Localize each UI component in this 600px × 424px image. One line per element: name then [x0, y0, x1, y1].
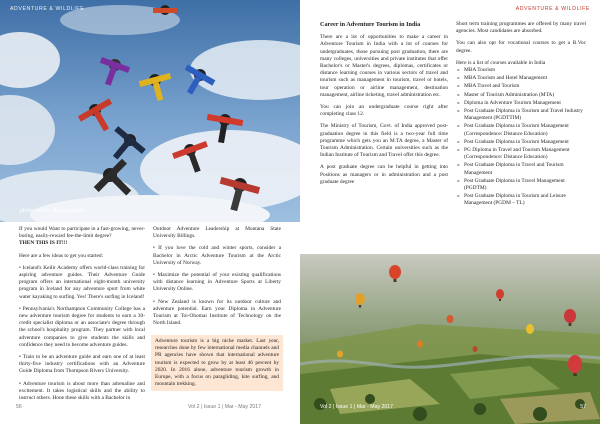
course-list-item: » PG Diploma in Travel and Tourism Management (Correspondence/ Distance Education): [456, 147, 586, 161]
paragraph: You can join an undergraduate course right after completing class 12.: [320, 104, 448, 118]
lead-text: Here are a few ideas to get you started:: [19, 252, 104, 259]
article-title: Career in Adventure Tourism in India: [320, 21, 421, 28]
issue-info: Vol 2 | Issue 1 | Mar - May 2017: [188, 404, 262, 410]
intro-emphasis: THEN THIS IS IT!!!: [19, 240, 68, 247]
right-column-1: [320, 21, 448, 191]
right-column-2: [456, 21, 586, 209]
course-list-item: » Post Graduate Diploma in Tourism and Travel Industry Management (PGDTTIM): [456, 108, 586, 122]
course-list-heading: Here is a list of courses available in India: [456, 59, 546, 66]
course-list-item: » Post Graduate Diploma in Tourism Management (Correspondence/ Distance Education): [456, 123, 586, 137]
paragraph: The Ministry of Tourism, Govt. of India approved post-graduation degree in this field is a two-year full time programme which gets you an M.TA degree, a Master of Tourism Administration. Certain universities such as the Indian Institute of Tourism and Travel offer this degree.: [320, 123, 448, 159]
hot-air-balloons-photo: [300, 254, 600, 424]
paragraph: • Adventure tourism is about more than adrenaline and excitement. It takes logistical skills and the ability to instruct others. Hone these skills with a Bachelor in: [19, 380, 145, 402]
right-page: [300, 0, 600, 424]
issue-info: Vol 2 | Issue 1 | Mar - May 2017: [320, 404, 394, 410]
course-list-item: » Post Graduate Diploma in Tourism and Leisure Management (PGDM – TL): [456, 193, 586, 207]
paragraph: • Maximize the potential of your existing qualifications with distance learning in Adventure Sports at Liberty University Online.: [153, 272, 281, 293]
paragraph: There are a lot of opportunities to make a career in Adventure Tourism in India with a lot of courses for undergraduates, those pursuing post graduation, there are many colleges, universities and private institutes that offer Bachelor's or Master's degrees, diplomas, certificates or distance learning courses in various sectors of travel and tourism such as management in tourism, travel or hotels, tour operation or airline management, destination management, airline ticketing, travel administration etc.: [320, 34, 448, 98]
course-list-item: » MBA Tourism: [456, 67, 586, 74]
intro-text: If you would Want to participate in a fast-growing, never-boring, easily-reward fee-the-limit degree?: [19, 226, 145, 240]
left-column-2: [153, 226, 281, 332]
course-list-item: » MBA Tourism and Hotel Management: [456, 75, 586, 82]
paragraph: You can also opt for vocational courses to get a B.Voc degree.: [456, 40, 586, 54]
paragraph: Short term training programmes are offered by many travel agencies. Most candidates are absorbed.: [456, 21, 586, 35]
course-list-item: » Post Graduate Diploma in Travel Management (PGDTM): [456, 178, 586, 192]
paragraph: A post graduate degree can be helpful in getting into Positions as managers or in administration and a post graduate degree: [320, 164, 448, 185]
course-list-item: » Diploma in Adventure Tourism Management: [456, 100, 586, 107]
paragraph: • Train to be an adventure guide and earn one of at least thirty-five industry certifications with an Adventure Guide Diploma from Thompson Rivers University.: [19, 354, 145, 375]
paragraph: • Pennsylvania's Northampton Community College has a new adventure tourism degree for students to earn a 30-credit specialist diploma or an associate's degree through the school's hospitality program. They partner with local adventure companies to give students the skills and confidence they need to become adventure guides.: [19, 305, 145, 348]
section-tag: ADVENTURE & WILDLIFE: [10, 6, 85, 12]
course-list-item: » Post Graduate Diploma in Travel and Tourism Management: [456, 162, 586, 176]
page-number: 57: [580, 404, 586, 410]
section-tag: ADVENTURE & WILDLIFE: [515, 6, 590, 12]
course-list-item: » Post Graduate Diploma in Tourism Management: [456, 139, 586, 146]
left-column-1: [19, 226, 145, 407]
skydivers-photo: [0, 0, 300, 222]
course-list: [456, 67, 586, 208]
paragraph: • If you love the cold and winter sports, consider a Bachelor in Arctic Adventure Tourism at the Arctic University of Norway.: [153, 245, 281, 266]
paragraph: Outdoor Adventure Leadership at Montana State University Billings.: [153, 226, 281, 240]
course-list-item: » Master of Tourism Administration (MTA): [456, 92, 586, 99]
highlight-box: Adventure tourism is a big niche market. Last year, researches done by few international media channels and PR agencies have shown that international adventure tourism is expected to grow by at least 46 percent by 2020. In 2016 alone, adventure tourism growth in Europe, with a focus on paragliding, kite surfing, and mountain trekking.: [151, 335, 283, 391]
paragraph: • New Zealand is known for its outdoor culture and adventure potential. Earn your Diploma in Adventure Tourism at Toi-Ohomai Institute of Technology on the North Island.: [153, 298, 281, 327]
page-number: 56: [16, 404, 22, 410]
paragraph: • Iceland's Keilir Academy offers world-class training for aspiring adventure guides. Their Adventure Guide program offers an international eight-month university program in Iceland for any adventure sport from white water kayaking to surfing. Yes! There's surfing in Iceland!: [19, 264, 145, 300]
photo-credit: photo credit - travel planet: [20, 208, 84, 214]
course-list-item: » MBA Travel and Tourism: [456, 83, 586, 90]
